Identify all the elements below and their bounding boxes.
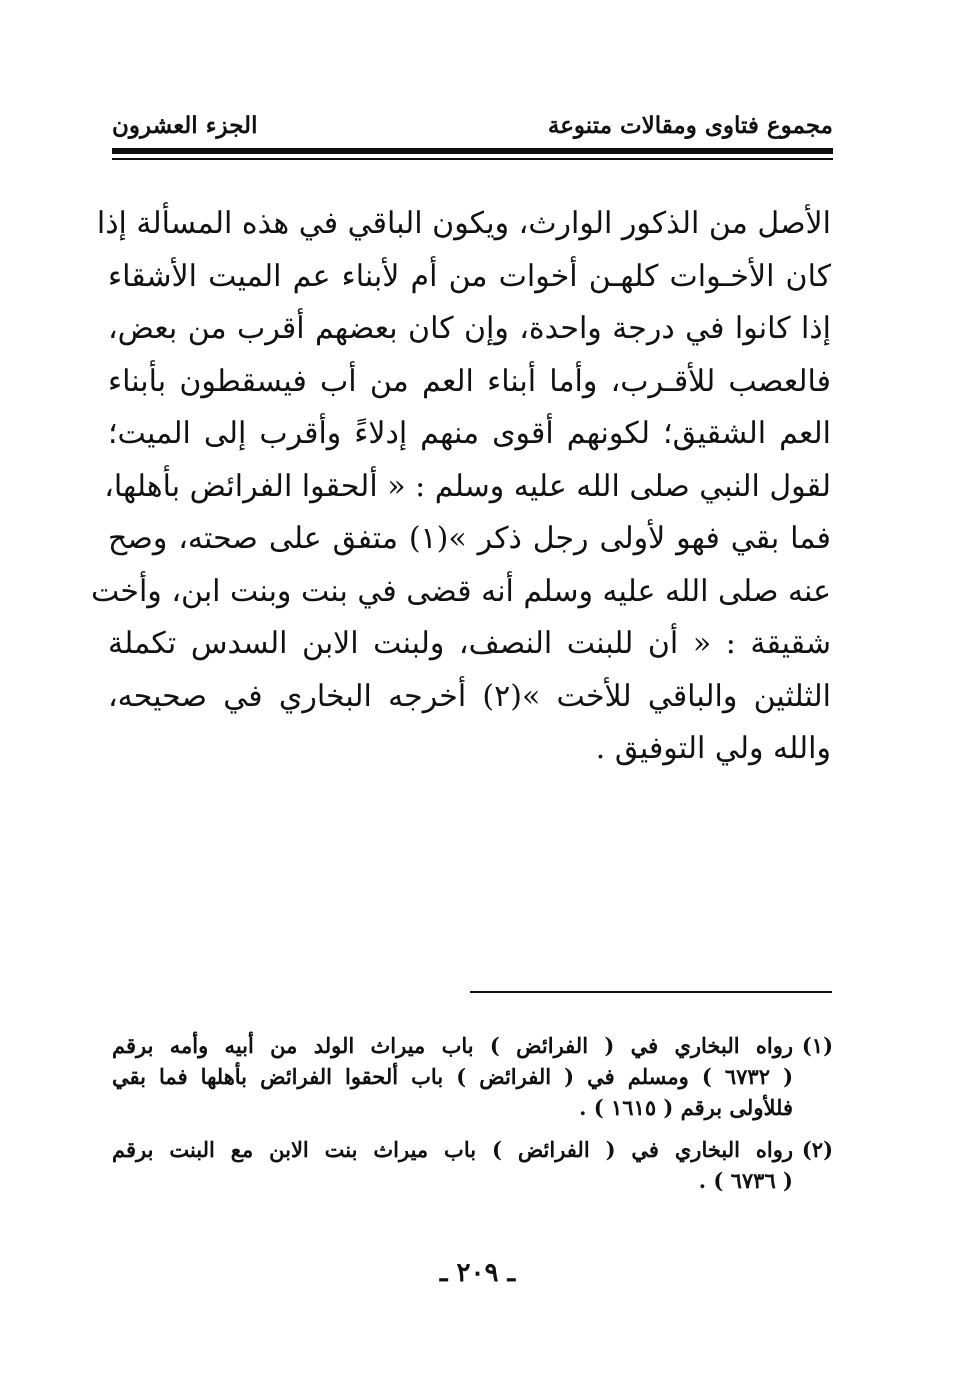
body-line: فما بقي فهو لأولى رجل ذكر »(١) متفق على صحته، وصح (108, 521, 831, 556)
header-rule-thick (112, 148, 833, 154)
body-line: عنه صلى الله عليه وسلم أنه قضى في بنت وبنت ابن، وأخت (90, 573, 831, 609)
footnote-number: (١) (801, 1033, 833, 1058)
body-line: الأصل من الذكور الوارث، ويكون الباقي في هذه المسألة إذا (96, 206, 831, 241)
page-number: ـ ٢٠٩ ـ (439, 1258, 516, 1288)
book-title: مجموع فتاوى ومقالات متنوعة (547, 111, 833, 139)
footnote-line: رواه البخاري في ( الفرائض ) باب ميراث بنت الابن مع البنت برقم (112, 1137, 793, 1162)
body-line: العم الشقيق؛ لكونهم أقوى منهم إدلاءً وأقرب إلى الميت؛ (108, 416, 831, 451)
page-header (112, 108, 833, 142)
body-line: إذا كانوا في درجة واحدة، وإن كان بعضهم أقرب من بعض، (108, 311, 831, 346)
footnote-line: ( ٦٧٣٢ ) ومسلم في ( الفرائض ) باب ألحقوا الفرائض بأهلها فما بقي (112, 1064, 793, 1089)
footnote-line: رواه البخاري في ( الفرائض ) باب ميراث الولد من أبيه وأمه برقم (112, 1033, 793, 1058)
footnote-line: فللأولى برقم ( ١٦١٥ ) . (579, 1095, 793, 1120)
footnote-1 (112, 1030, 833, 1123)
body-text (90, 198, 831, 776)
body-line: شقيقة : « أن للبنت النصف، ولبنت الابن السدس تكملة (108, 626, 831, 661)
footnotes (112, 1030, 833, 1196)
body-line: فالعصب للأقـرب، وأما أبناء العم من أب فيسقطون بأبناء (108, 363, 831, 399)
footnote-separator (470, 991, 832, 993)
body-line: والله ولي التوفيق . (595, 731, 831, 766)
body-line: لقول النبي صلى الله عليه وسلم : « ألحقوا الفرائض بأهلها، (104, 468, 831, 504)
header-rule-thin (112, 158, 833, 160)
footnote-line: ( ٦٧٣٦ ) . (698, 1168, 793, 1193)
body-line: الثلثين والباقي للأخت »(٢) أخرجه البخاري في صحيحه، (108, 678, 831, 714)
footnote-number: (٢) (801, 1137, 833, 1162)
body-line: كان الأخـوات كلهـن أخوات من أم لأبناء عم الميت الأشقاء (108, 258, 831, 294)
footnote-2 (112, 1134, 833, 1196)
volume-label: الجزء العشرون (112, 111, 258, 139)
